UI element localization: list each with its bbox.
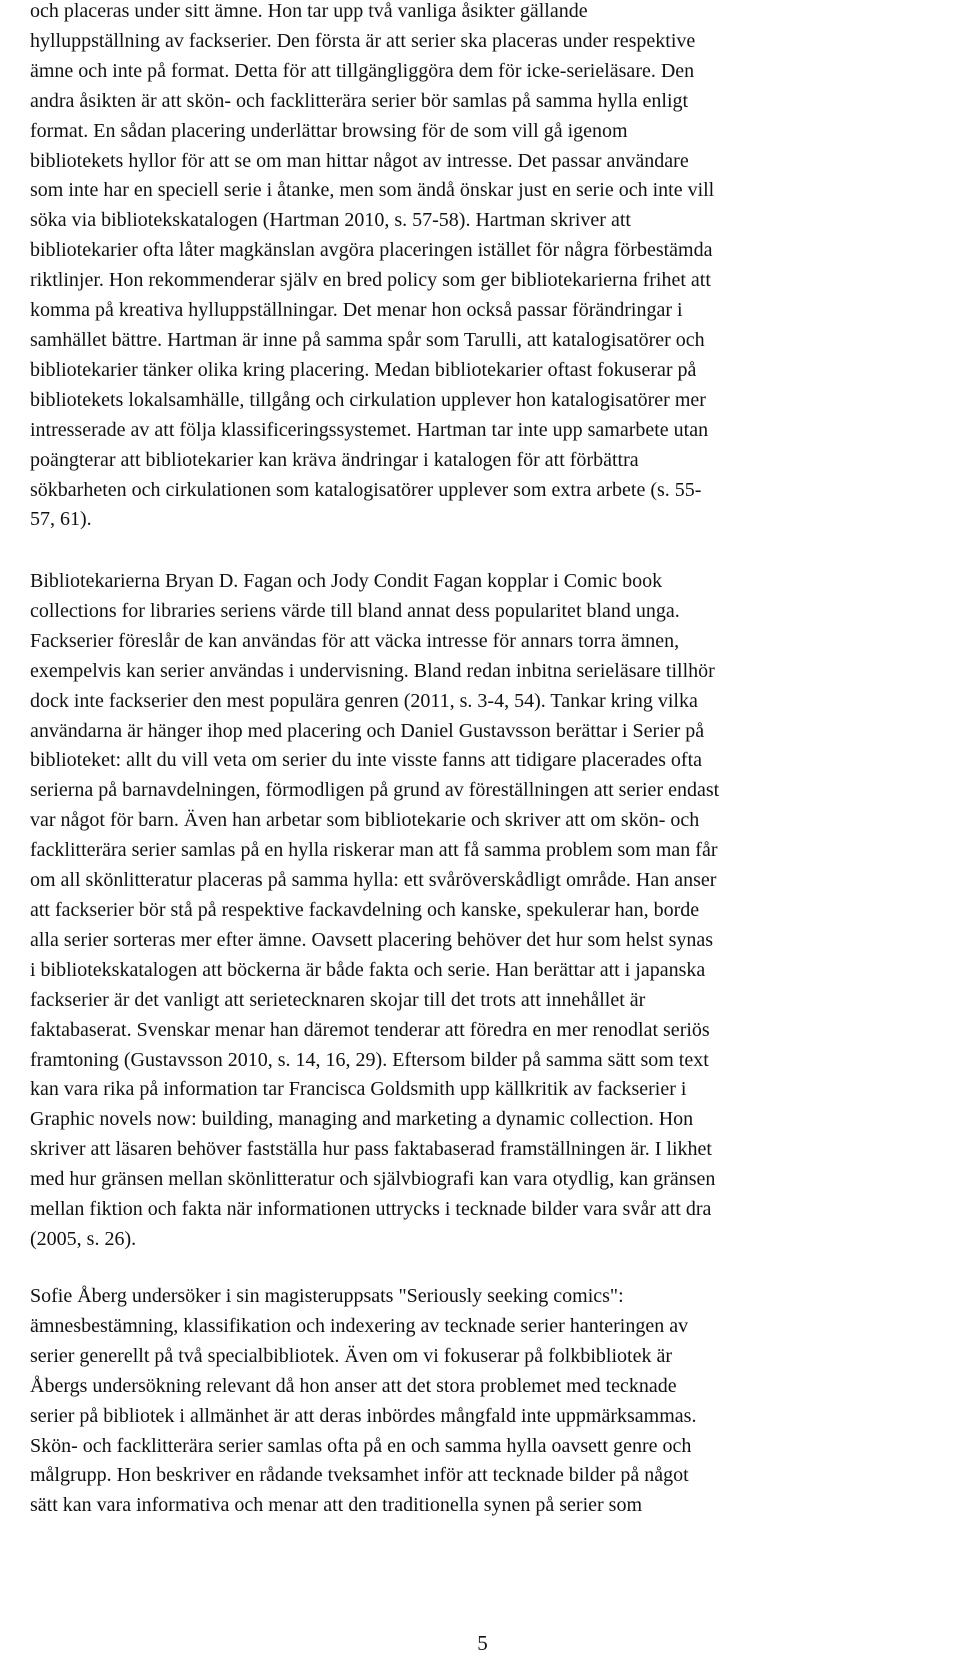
text-line: var något för barn. Även han arbetar som bibliotekarie och skriver att om skön- och xyxy=(30,809,700,832)
text-line: kan vara rika på information tar Francisca Goldsmith upp källkritik av fackserier i xyxy=(30,1078,687,1101)
text-line: söka via bibliotekskatalogen (Hartman 2010, s. 57-58). Hartman skriver att xyxy=(30,209,631,232)
text-line: 57, 61). xyxy=(30,508,92,531)
text-line: alla serier sorteras mer efter ämne. Oavsett placering behöver det hur som helst synas xyxy=(30,928,714,951)
paragraph-1 xyxy=(30,0,714,535)
text-line: hylluppställning av fackserier. Den första är att serier ska placeras under respektive xyxy=(30,29,696,52)
text-line: målgrupp. Hon beskriver en rådande tveksamhet inför att tecknade bilder på något xyxy=(30,1464,689,1487)
paragraph-3 xyxy=(30,1282,696,1521)
text-line: andra åsikten är att skön- och facklitterära serier bör samlas på samma hylla enligt xyxy=(30,89,689,112)
text-line: att fackserier bör stå på respektive fackavdelning och kanske, spekulerar han, borde xyxy=(30,898,700,921)
text-line: bibliotekarier ofta låter magkänslan avgöra placeringen istället för några förbestämda xyxy=(30,239,713,262)
text-line: Skön- och facklitterära serier samlas ofta på en och samma hylla oavsett genre och xyxy=(30,1434,692,1457)
text-line: om all skönlitteratur placeras på samma hylla: ett svåröverskådligt område. Han anser xyxy=(30,869,717,892)
text-line: faktabaserat. Svenskar menar han däremot tenderar att föredra en mer renodlat seriös xyxy=(30,1018,710,1041)
text-line: exempelvis kan serier användas i undervisning. Bland redan inbitna serieläsare tillhör xyxy=(30,659,715,682)
text-line: med hur gränsen mellan skönlitteratur och självbiografi kan vara otydlig, kan gränsen xyxy=(30,1168,716,1191)
text-line: Åbergs undersökning relevant då hon anser att det stora problemet med tecknade xyxy=(30,1374,677,1397)
page-number: 5 xyxy=(477,1631,488,1655)
text-line: intresserade av att följa klassificeringssystemet. Hartman tar inte upp samarbete utan xyxy=(30,418,709,441)
text-line: samhället bättre. Hartman är inne på samma spår som Tarulli, att katalogisatörer och xyxy=(30,328,705,351)
text-line: framtoning (Gustavsson 2010, s. 14, 16, 29). Eftersom bilder på samma sätt som text xyxy=(30,1048,709,1071)
text-line: biblioteket: allt du vill veta om serier du inte visste fanns att tidigare placerades ofta xyxy=(30,749,703,772)
text-line: Bibliotekarierna Bryan D. Fagan och Jody Condit Fagan kopplar i Comic book xyxy=(30,570,663,592)
text-line: sätt kan vara informativa och menar att den traditionella synen på serier som xyxy=(30,1494,643,1517)
text-line: Sofie Åberg undersöker i sin magisteruppsats "Seriously seeking comics": xyxy=(30,1285,624,1307)
text-line: bibliotekarier tänker olika kring placering. Medan bibliotekarier oftast fokuserar på xyxy=(30,358,697,381)
text-line: serier generellt på två specialbibliotek. Även om vi fokuserar på folkbibliotek är xyxy=(30,1344,673,1367)
text-line: riktlinjer. Hon rekommenderar själv en bred policy som ger bibliotekarierna frihet att xyxy=(30,269,711,292)
text-line: komma på kreativa hylluppställningar. Det menar hon också passar förändringar i xyxy=(30,299,683,322)
text-line: ämnesbestämning, klassifikation och indexering av tecknade serier hanteringen av xyxy=(30,1314,689,1337)
text-line: dock inte fackserier den mest populära genren (2011, s. 3-4, 54). Tankar kring vilka xyxy=(30,689,698,712)
text-line: mellan fiktion och fakta när informationen uttrycks i tecknade bilder vara svår att dra xyxy=(30,1198,712,1221)
text-line: collections for libraries seriens värde till bland annat dess popularitet bland unga. xyxy=(30,599,680,622)
text-line: serier på bibliotek i allmänhet är att deras inbördes mångfald inte uppmärksammas. xyxy=(30,1404,697,1427)
paragraph-2 xyxy=(30,567,719,1255)
text-line: bibliotekets lokalsamhälle, tillgång och cirkulation upplever hon katalogisatörer mer xyxy=(30,388,706,411)
text-line: sökbarheten och cirkulationen som katalogisatörer upplever som extra arbete (s. 55- xyxy=(30,478,702,501)
text-line: Graphic novels now: building, managing and marketing a dynamic collection. Hon xyxy=(30,1108,694,1131)
text-line: fackserier är det vanligt att serietecknaren skojar till det trots att innehållet är xyxy=(30,988,646,1011)
text-line: serierna på barnavdelningen, förmodligen på grund av föreställningen att serier endast xyxy=(30,779,720,802)
text-line: i bibliotekskatalogen att böckerna är både fakta och serie. Han berättar att i japanska xyxy=(30,958,706,981)
text-line: användarna är hänger ihop med placering och Daniel Gustavsson berättar i Serier på xyxy=(30,719,705,742)
text-line: Fackserier föreslår de kan användas för att väcka intresse för annars torra ämnen, xyxy=(30,629,680,652)
text-line: som inte har en speciell serie i åtanke, men som ändå önskar just en serie och inte vill xyxy=(30,179,715,202)
text-line: (2005, s. 26). xyxy=(30,1227,137,1250)
text-line: och placeras under sitt ämne. Hon tar upp två vanliga åsikter gällande xyxy=(30,0,588,22)
text-line: bibliotekets hyllor för att se om man hittar något av intresse. Det passar användare xyxy=(30,149,689,172)
text-line: facklitterära serier samlas på en hylla riskerar man att få samma problem som man får xyxy=(30,839,718,862)
text-line: format. En sådan placering underlättar browsing för de som vill gå igenom xyxy=(30,119,628,142)
text-line: ämne och inte på format. Detta för att tillgängliggöra dem för icke-serieläsare. Den xyxy=(30,59,695,82)
text-line: skriver att läsaren behöver fastställa hur pass faktabaserad framställningen är. I likhet xyxy=(30,1138,712,1161)
text-line: poängterar att bibliotekarier kan kräva ändringar i katalogen för att förbättra xyxy=(30,448,639,471)
